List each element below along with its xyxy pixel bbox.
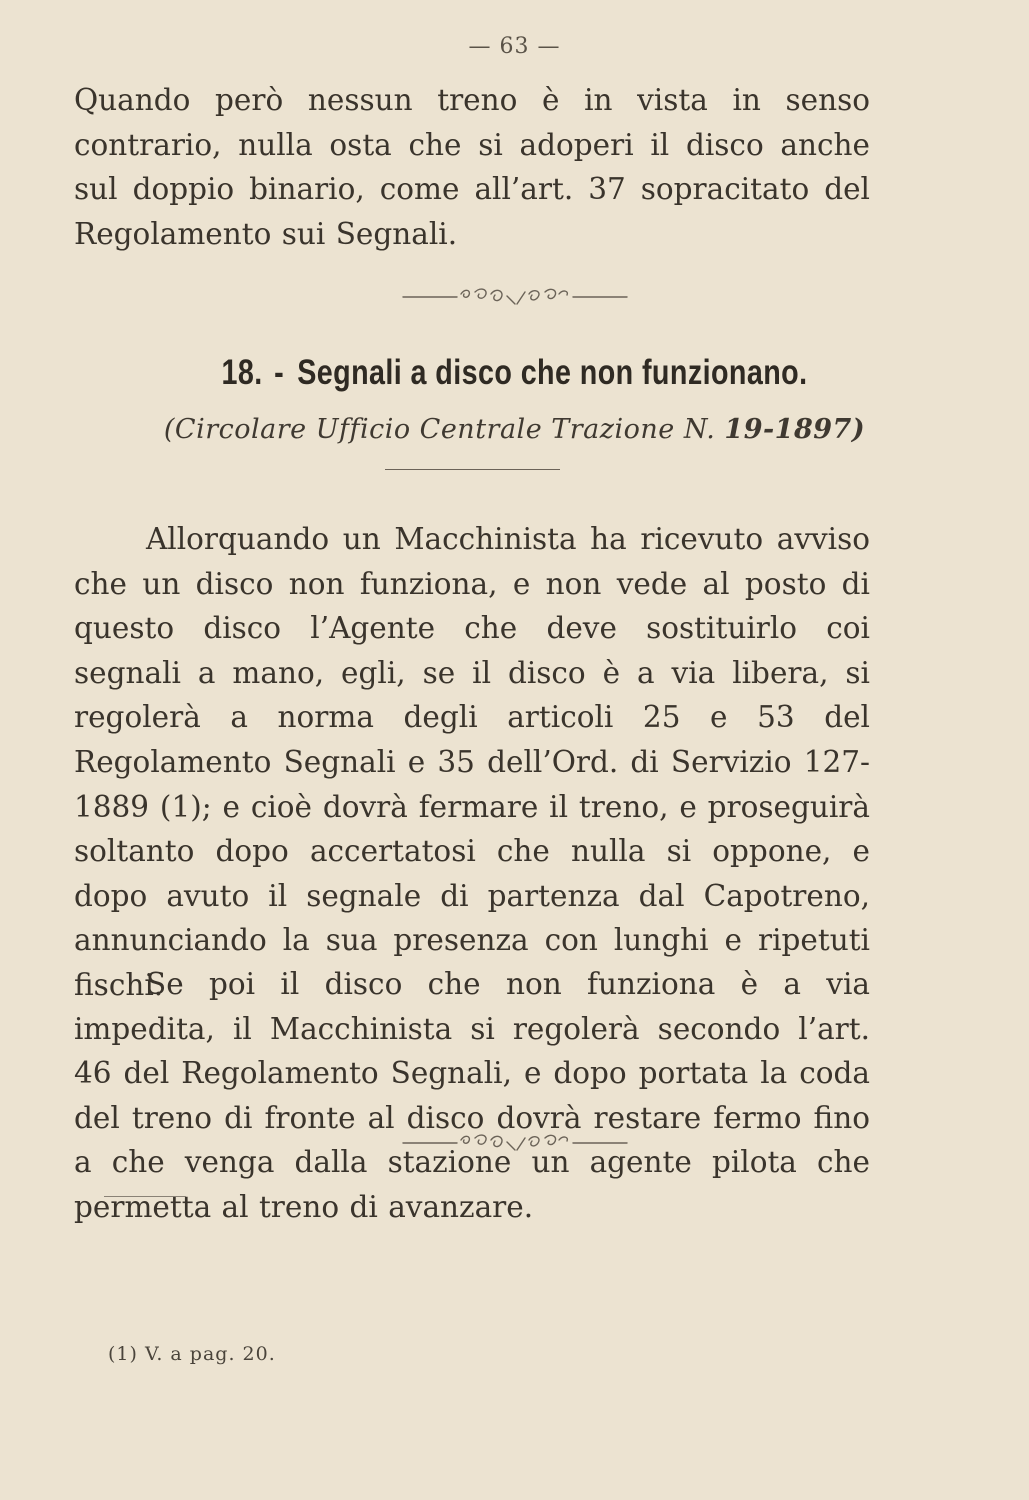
section-separator: -	[274, 353, 285, 392]
section-title: Segnali a disco che non funzionano.	[297, 353, 808, 392]
floral-divider-icon	[0, 1128, 1029, 1162]
source-reference	[0, 414, 1029, 445]
section-heading	[93, 353, 937, 393]
footnote-rule	[104, 1196, 186, 1197]
body-paragraph-1: Allorquando un Macchinista ha ricevuto avviso che un disco non funziona, e non vede al posto di questo disco l’Agente che deve sostituirlo coi segnali a mano, egli, se il disco è a via libera, si regolerà a norma degli articoli 25 e 53 del Regolamento Segnali e 35 dell’Ord. di Servizio 127-1889 (1); e cioè dovrà fermare il treno, e proseguirà soltanto dopo accertatosi che nulla si oppone, e dopo avuto il segnale di partenza dal Capotreno, annunciando la sua presenza con lunghi e ripetuti fischi.	[74, 522, 870, 1002]
page-number: — 63 —	[468, 34, 561, 59]
footnote: (1) V. a pag. 20.	[108, 1343, 276, 1365]
source-prefix: (Circolare Ufficio Centrale Trazione N.	[163, 414, 716, 445]
intro-paragraph: Quando però nessun treno è in vista in senso contrario, nulla osta che si adoperi il disco anche sul doppio binario, come all’art. 37 sopracitato del Regolamento sui Segnali.	[74, 83, 870, 251]
floral-divider-icon	[0, 282, 1029, 316]
section-number: 18.	[221, 353, 263, 392]
source-number: 19-1897)	[724, 414, 866, 445]
heading-rule	[385, 469, 560, 470]
body-paragraph-2: Se poi il disco che non funziona è a via impedita, il Macchinista si regolerà secondo l’art. 46 del Regolamento Segnali, e dopo portata la coda del treno di fronte al disco dovrà restare fermo fino a che venga dalla stazione un agente pilota che permetta al treno di avanzare.	[74, 967, 870, 1224]
